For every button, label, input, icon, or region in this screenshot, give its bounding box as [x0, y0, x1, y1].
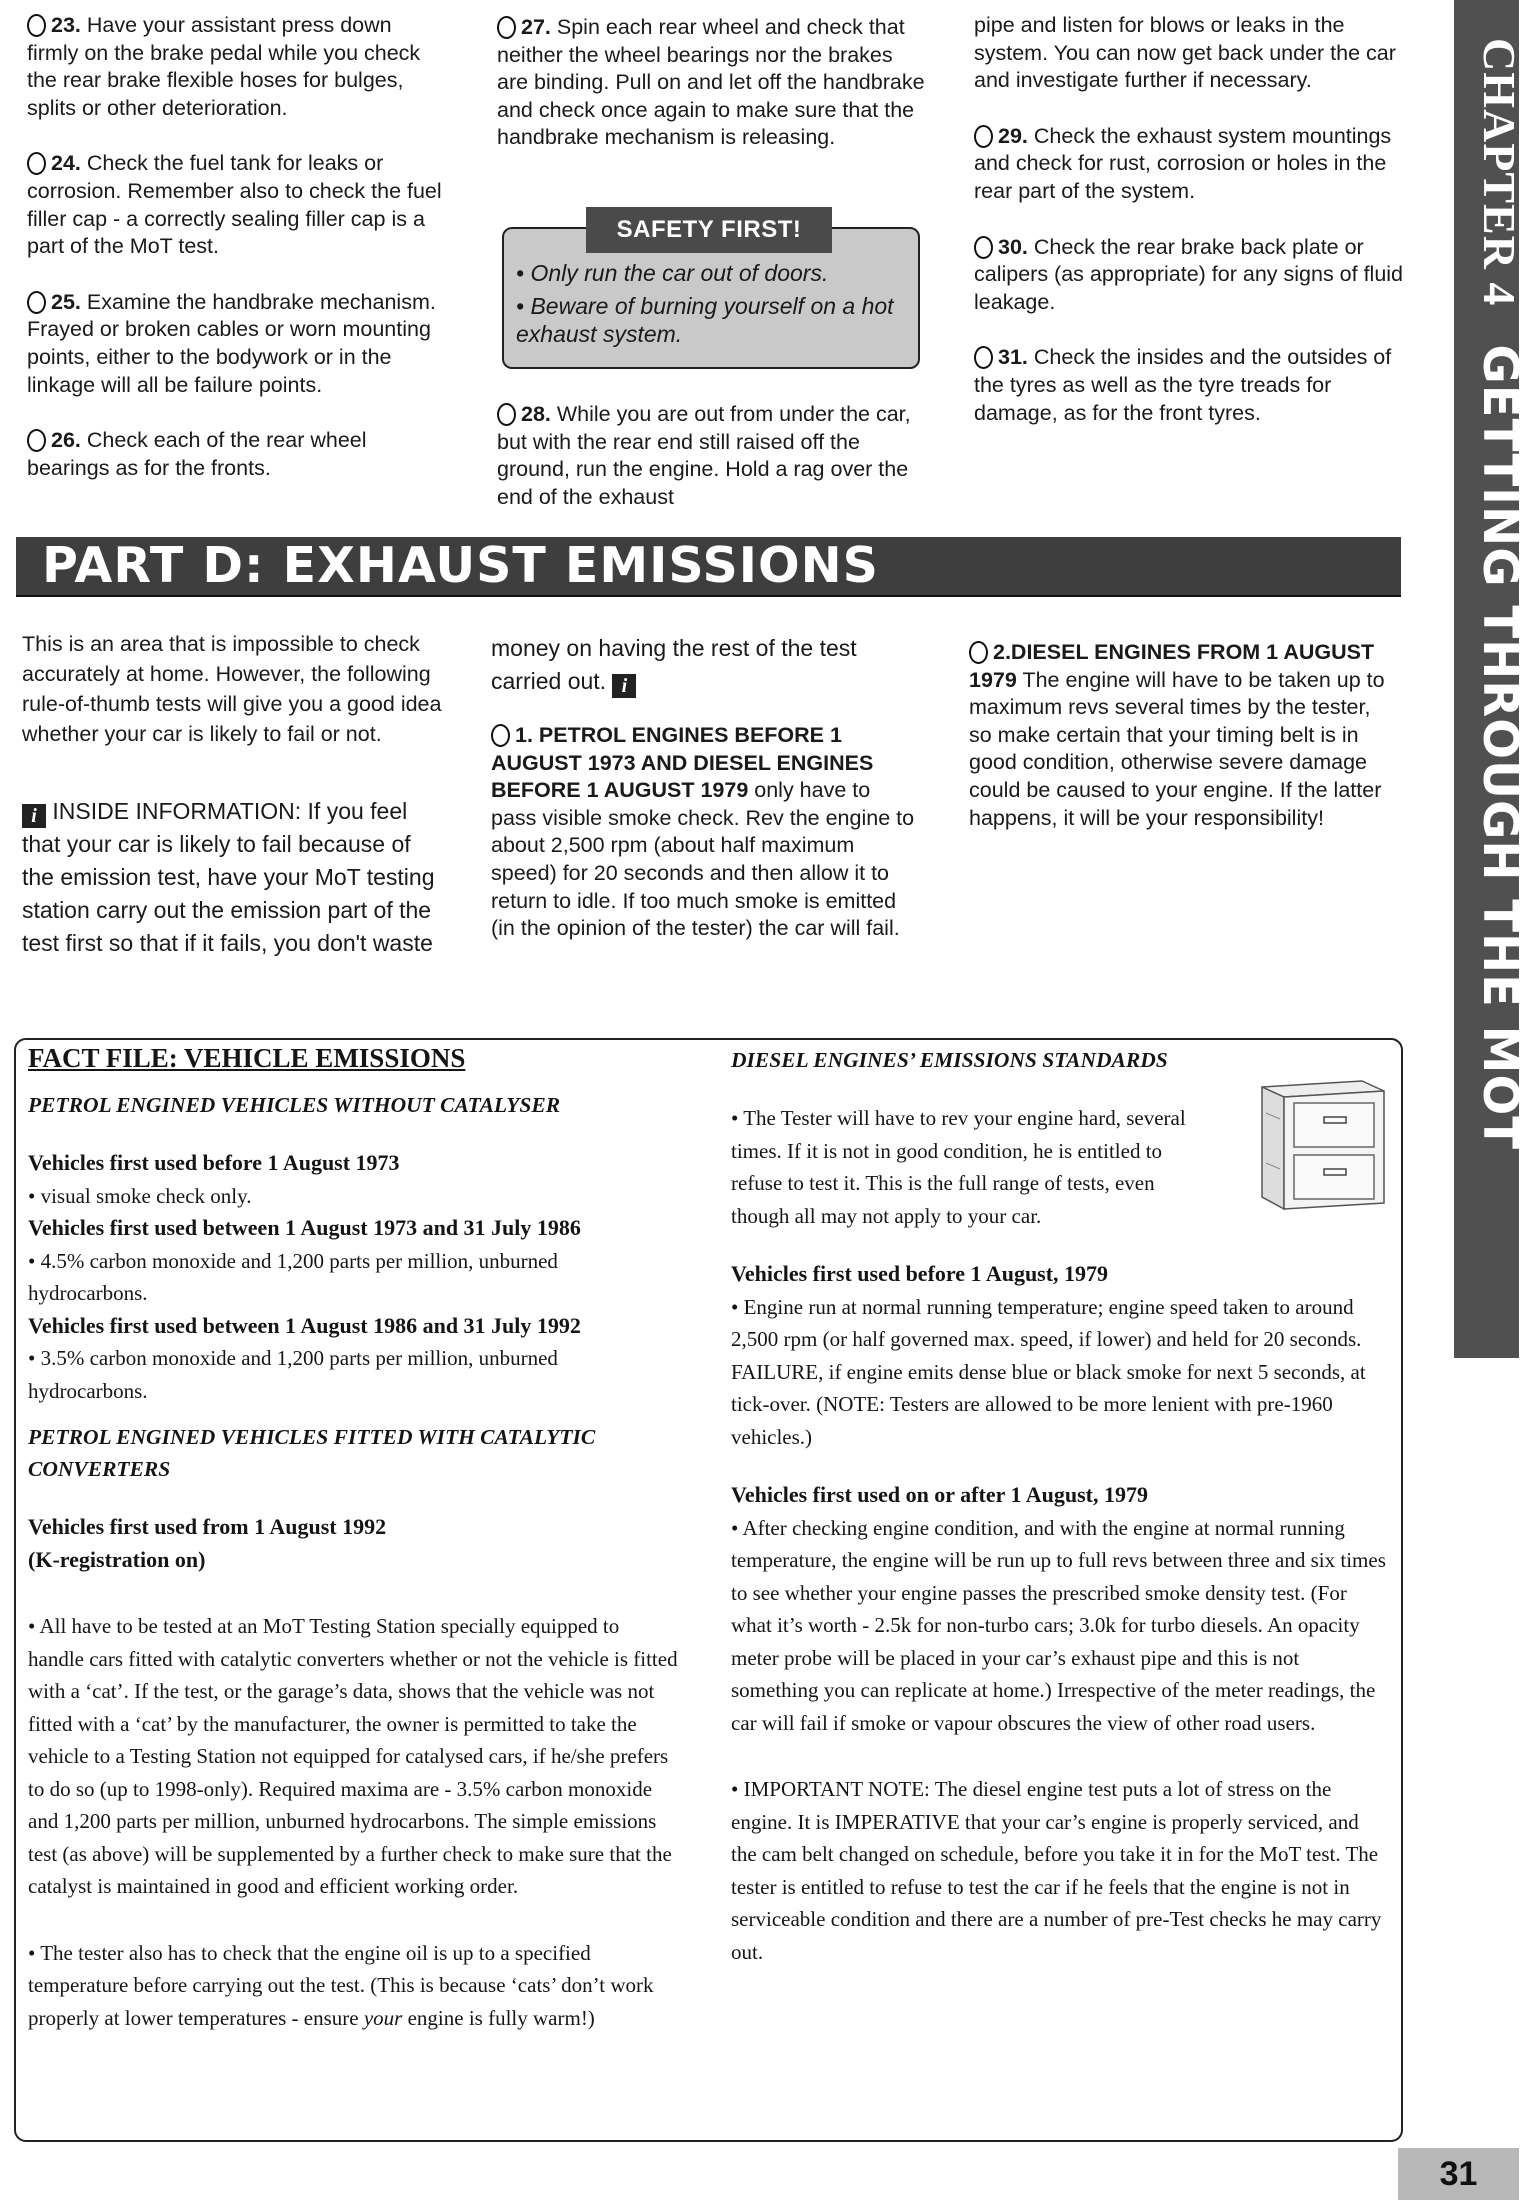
info-icon: i: [22, 804, 46, 828]
fact-text: • visual smoke check only.: [28, 1183, 252, 1208]
part-d-column-1: [22, 629, 442, 960]
fact-paragraph: • IMPORTANT NOTE: The diesel engine test puts a lot of stress on the engine. It is IMPERATIVE that your car’s engine is properly serviced, and the cam belt changed on schedule, before you take it in for the MoT test. The tester is entitled to refuse to test the car if he feels that the engine is not in serviceable condition and there are a number of pre-Test checks he may carry out.: [731, 1777, 1382, 1964]
fact-subheading: Vehicles first used between 1 August 1973 and 31 July 1986: [28, 1215, 581, 1240]
part-d-column-2: [491, 632, 921, 943]
fact-subheading: (K-registration on): [28, 1546, 206, 1572]
fact-text: • 3.5% carbon monoxide and 1,200 parts per million, unburned hydrocarbons.: [28, 1346, 558, 1403]
check-item-31: 31. Check the insides and the outsides of the tyres as well as the tyre treads for damage, as for the front tyres.: [974, 345, 1392, 425]
chapter-side-tab-text: [1470, 38, 1528, 1338]
col3-lead-text: pipe and listen for blows or leaks in the system. You can now get back under the car and investigate further if necessary.: [974, 13, 1396, 93]
check-item-30: 30. Check the rear brake back plate or calipers (as appropriate) for any signs of fluid leakage.: [974, 234, 1404, 314]
part-d-heading: PART D: EXHAUST EMISSIONS: [42, 537, 879, 594]
safety-first-title: SAFETY FIRST!: [586, 207, 832, 253]
part-d-column-3: [969, 639, 1399, 832]
checkbox-circle-icon: [974, 236, 993, 259]
check-item-27: 27. Spin each rear wheel and check that neither the wheel bearings nor the brakes are binding. Pull on and let off the handbrake and check once again to make sure that the handbrake mechanism is releasing.: [497, 15, 925, 150]
check-item-25: 25. Examine the handbrake mechanism. Frayed or broken cables or worn mounting points, either to the bodywork or in the linkage will all be failure points.: [27, 289, 436, 397]
chapter-label: CHAPTER 4: [1474, 38, 1525, 307]
part-d-intro: This is an area that is impossible to check accurately at home. However, the following rule-of-thumb tests will give you a good idea whether your car is likely to fail or not.: [22, 632, 442, 746]
fact-paragraph: • The Tester will have to rev your engine hard, several times. If it is not in good condition, he is entitled to refuse to test it. This is the full range of tests, even though all may not apply to your car.: [731, 1106, 1186, 1228]
checklist-column-2-lower: [497, 401, 927, 539]
checklist-column-1: [27, 12, 445, 510]
check-item-24: 24. Check the fuel tank for leaks or corrosion. Remember also to check the fuel filler cap - a correctly sealing filler cap is a part of the MoT test.: [27, 151, 442, 259]
part-d-banner: [16, 537, 1401, 597]
checkbox-circle-icon: [497, 403, 516, 426]
fact-heading: PETROL ENGINED VEHICLES WITHOUT CATALYSER: [28, 1093, 561, 1117]
emissions-item-2: 2.DIESEL ENGINES FROM 1 AUGUST 1979 The engine will have to be taken up to maximum revs several times by the tester, so make certain that your timing belt is in good condition, otherwise severe damage could be caused to your engine. If the latter happens, it will be your responsibility!: [969, 640, 1385, 830]
fact-heading: DIESEL ENGINES’ EMISSIONS STANDARDS: [731, 1048, 1168, 1072]
checklist-column-2: [497, 14, 927, 180]
fact-subheading: Vehicles first used from 1 August 1992: [28, 1514, 387, 1539]
safety-list: [516, 259, 910, 353]
checkbox-circle-icon: [491, 724, 510, 747]
fact-heading: PETROL ENGINED VEHICLES FITTED WITH CATALYTIC CONVERTERS: [28, 1425, 596, 1481]
inside-information: i INSIDE INFORMATION: If you feel that your car is likely to fail because of the emission test, have your MoT testing station carry out the emission part of the test first so that if it fails, you don't waste: [22, 798, 435, 956]
checkbox-circle-icon: [27, 291, 46, 314]
fact-file-left: [28, 1041, 678, 2034]
fact-subheading: Vehicles first used between 1 August 1986 and 31 July 1992: [28, 1312, 581, 1338]
emissions-item-1: 1. PETROL ENGINES BEFORE 1 AUGUST 1973 AND DIESEL ENGINES BEFORE 1 AUGUST 1979 only have to pass visible smoke check. Rev the engine to about 2,500 rpm (about half maximum speed) for 20 seconds and then allow it to return to idle. If too much smoke is emitted (in the opinion of the tester) the car will fail.: [491, 723, 915, 941]
checkbox-circle-icon: [27, 429, 46, 452]
fact-subheading: Vehicles first used before 1 August 1973: [28, 1150, 400, 1175]
checkbox-circle-icon: [27, 14, 46, 37]
fact-text: • 4.5% carbon monoxide and 1,200 parts per million, unburned hydrocarbons.: [28, 1248, 558, 1305]
checkbox-circle-icon: [969, 641, 988, 664]
page-number: 31: [1398, 2148, 1519, 2200]
checkbox-circle-icon: [497, 16, 516, 39]
check-item-23: 23. Have your assistant press down firmly on the brake pedal while you check the rear brake flexible hoses for bulges, splits or other deterioration.: [27, 13, 421, 120]
info-icon: i: [612, 674, 636, 698]
safety-item: • Only run the car out of doors.: [516, 260, 829, 286]
fact-paragraph: • All have to be tested at an MoT Testing Station specially equipped to handle cars fitted with catalytic converters whether or not the vehicle is fitted with a ‘cat’. If the test, or the garage’s data, shows that the vehicle was not fitted with a ‘cat’ by the manufacturer, the owner is permitted to take the vehicle to a Testing Station not equipped for catalysed cars, if he/she prefers to do so (up to 1998-only). Required maxima are - 3.5% carbon monoxide and 1,200 parts per million, unburned hydrocarbons. The simple emissions test (as above) will be supplemented by a further check to make sure that the catalyst is maintained in good and efficient working order.: [28, 1614, 678, 1898]
checkbox-circle-icon: [974, 346, 993, 369]
safety-item: • Beware of burning yourself on a hot exhaust system.: [516, 293, 894, 347]
checklist-column-3: [974, 12, 1404, 455]
check-item-28: 28. While you are out from under the car, but with the rear end still raised off the ground, run the engine. Hold a rag over the end of the exhaust: [497, 402, 911, 509]
fact-subheading: Vehicles first used before 1 August, 1979: [731, 1261, 1109, 1286]
fact-file-title: FACT FILE: VEHICLE EMISSIONS: [28, 1043, 466, 1073]
inside-information-cont: money on having the rest of the test carried out. i: [491, 635, 857, 697]
fact-paragraph: • Engine run at normal running temperature; engine speed taken to around 2,500 rpm (or half governed max. speed, if lower) and held for 20 seconds. FAILURE, if engine emits dense blue or black smoke for next 5 seconds, at tick-over. (NOTE: Testers are allowed to be more lenient with pre-1960 vehicles.): [731, 1294, 1366, 1449]
check-item-26: 26. Check each of the rear wheel bearings as for the fronts.: [27, 428, 367, 480]
filing-cabinet-icon: [1244, 1073, 1394, 1213]
chapter-title: GETTING THROUGH THE MOT: [1472, 344, 1528, 1150]
checkbox-circle-icon: [27, 152, 46, 175]
checkbox-circle-icon: [974, 125, 993, 148]
check-item-29: 29. Check the exhaust system mountings and check for rust, corrosion or holes in the rear part of the system.: [974, 123, 1392, 203]
fact-paragraph: • After checking engine condition, and with the engine at normal running temperature, the engine will be run up to full revs between three and six times to see whether your engine passes the prescribed smoke density test. (For what it’s worth - 2.5k for non-turbo cars; 3.0k for turbo diesels. An opacity meter probe will be placed in your car’s exhaust pipe and this is not something you can replicate at home.) Irrespective of the meter readings, the car will fail if smoke or vapour obscures the view of other road users.: [731, 1515, 1386, 1735]
fact-paragraph: • The tester also has to check that the engine oil is up to a specified temperature before carrying out the test. (This is because ‘cats’ don’t work properly at lower temperatures - ensure your engine is fully warm!): [28, 1940, 654, 2030]
safety-first-box: [502, 216, 920, 369]
fact-subheading: Vehicles first used on or after 1 August, 1979: [731, 1482, 1148, 1507]
